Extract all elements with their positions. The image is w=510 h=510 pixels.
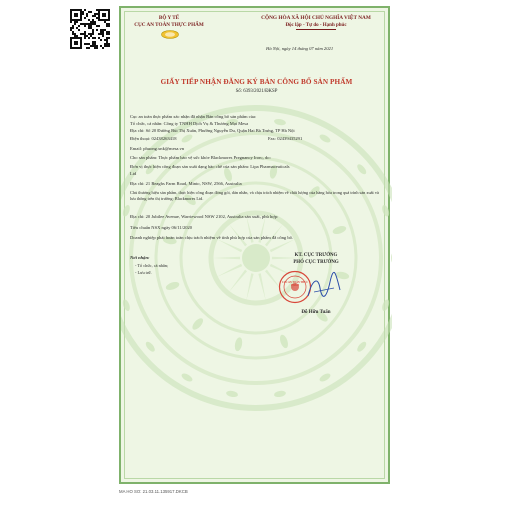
qr-code: [70, 9, 110, 49]
body-line-email: Email: phuong.xnk@mesa.vn: [130, 146, 185, 151]
department-name: CỤC AN TOÀN THỰC PHẨM: [134, 22, 204, 28]
body-line-brand-address: Địa chỉ: 20 Jubilee Avenue, Warriewood NSW 2102, Australia sản xuất, phù hợp:: [130, 214, 279, 219]
place-date: Hà Nội, ngày 14 tháng 07 năm 2021: [266, 46, 334, 51]
file-code: MA HO SO: 21.03.11.135917.DKCB: [119, 489, 188, 494]
department-logo: [161, 30, 179, 39]
body-line-address: Địa chỉ: Số 20 Đường Bùi Thị Xuân, Phường Nguyễn Du, Quận Hai Bà Trưng, TP Hà Nội: [130, 128, 295, 133]
body-line-phone: Điện thoại: 02438263418: [130, 136, 177, 141]
signatory-title-1: KT. CỤC TRƯỞNG: [294, 253, 338, 258]
stamp-text: CỤC AN TOÀN THỰC PHẨM: [281, 281, 309, 288]
body-line-standard: Tiêu chuẩn NSX ngày 06/11/2020: [130, 225, 193, 230]
ministry-name: BỘ Y TẾ: [158, 15, 180, 21]
body-line-fax: Fax: 02439435291: [268, 136, 303, 141]
document-number: Số: 6393/2021/ĐKSP: [235, 89, 278, 94]
body-line-responsibility: Doanh nghiệp phải hoàn toàn chịu trách nhiệm về tính phù hợp của sản phẩm đã công bố.: [130, 235, 294, 240]
recipient-item: - Tổ chức, cá nhân;: [135, 263, 169, 268]
body-line-manufacturer-address: Địa chỉ: 21 Reaghs Farm Road, Minto, NSW, 2566, Australia: [130, 181, 242, 186]
motto-underline: [296, 29, 336, 30]
body-line-manufacturer-cont: Ltd: [130, 171, 137, 176]
document-title: GIẤY TIẾP NHẬN ĐĂNG KÝ BẢN CÔNG BỐ SẢN PHẨM: [160, 78, 353, 86]
body-line-product: Cho sản phẩm: Thực phẩm bảo vệ sức khỏe Blackmores Pregnancy Iron;, do:: [130, 155, 271, 160]
body-line-intro: Cục an toàn thực phẩm xác nhận đã nhận Bản công bố sản phẩm của:: [130, 114, 257, 119]
recipients-title: Nơi nhận:: [130, 255, 150, 260]
national-motto: Độc lập - Tự do - Hạnh phúc: [285, 23, 347, 28]
body-line-brand-owner: Chủ thương hiệu sản phẩm, thực hiện công đoạn đóng gói, dán nhãn, và chịu trách nhiệm về chất lượng của hàng hóa trong quá trình sản xuất và lưu thông trên thị trường: Blackmores Ltd.: [130, 190, 379, 202]
signatory-name: Đỗ Hữu Tuấn: [301, 310, 331, 315]
body-line-manufacturer: Đơn vị thực hiện công đoạn sản xuất dạng bào chế của sản phẩm: Lipa Pharmaceuticals: [130, 164, 290, 169]
certificate: [119, 6, 390, 484]
body-line-organization: Tổ chức, cá nhân: Công ty TNHH Dịch Vụ & Thương Mại Mesa: [130, 121, 249, 126]
country-name: CỘNG HÒA XÃ HỘI CHỦ NGHĨA VIỆT NAM: [261, 15, 371, 21]
recipient-item: - Lưu trữ.: [135, 270, 152, 275]
signatory-title-2: PHÓ CỤC TRƯỞNG: [293, 260, 339, 265]
handwritten-signature: [304, 270, 344, 306]
